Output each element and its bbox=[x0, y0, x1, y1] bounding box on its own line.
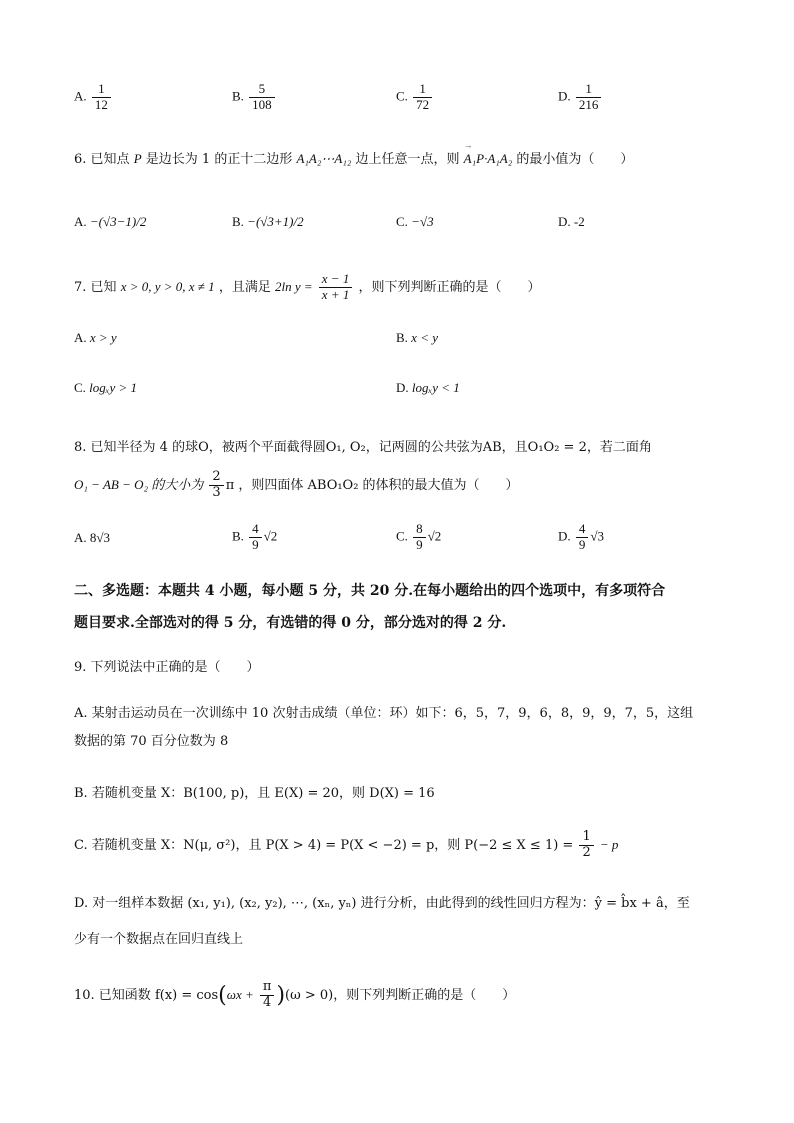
q7-text-1: 7. 已知 bbox=[74, 279, 117, 295]
q8-dihedral: O₁ − AB − O₂ 的大小为 bbox=[74, 476, 204, 492]
q6-stem bbox=[74, 148, 633, 167]
numerator: 4 bbox=[576, 522, 589, 538]
option-value: x < y bbox=[411, 330, 438, 345]
denominator: 216 bbox=[578, 96, 599, 112]
q7-text-3: ，则下列判断正确的是（ ） bbox=[358, 279, 541, 295]
radical: √2 bbox=[263, 528, 278, 544]
q8-option-d[interactable] bbox=[558, 522, 604, 553]
q9-option-c[interactable] bbox=[74, 830, 618, 861]
denominator: 9 bbox=[578, 536, 586, 552]
option-value: −(√3−1)/2 bbox=[89, 214, 147, 229]
option-label: C. bbox=[396, 214, 408, 229]
denominator: 2 bbox=[582, 844, 591, 860]
option-label: D. bbox=[558, 88, 571, 104]
q10-text-2: (ω > 0)，则下列判断正确的是（ ） bbox=[285, 987, 516, 1003]
option-label: D. bbox=[396, 380, 409, 395]
q6-text-3: 边上任意一点，则 bbox=[355, 152, 460, 167]
option-value: 8√3 bbox=[89, 530, 111, 545]
q9-stem: 9. 下列说法中正确的是（ ） bbox=[74, 660, 260, 675]
option-value: logₓy < 1 bbox=[411, 380, 460, 395]
q8-stem-line1: 8. 已知半径为 4 的球O，被两个平面截得圆O₁, O₂，记两圆的公共弦为AB，且O₁O₂ = 2，若二面角 bbox=[74, 440, 652, 455]
denominator: x + 1 bbox=[321, 286, 350, 302]
option-label: C. bbox=[74, 380, 86, 395]
q8-option-b[interactable] bbox=[232, 522, 277, 553]
denominator: 9 bbox=[252, 536, 259, 552]
q6-vector-product: → A₁P·A₁A₂ bbox=[464, 151, 513, 167]
numerator: 4 bbox=[249, 522, 262, 538]
q7-text-2: ，且满足 bbox=[218, 279, 271, 295]
pi-symbol: π bbox=[225, 477, 235, 493]
q7-condition: x > 0, y > 0, x ≠ 1 bbox=[120, 278, 215, 294]
radical: √2 bbox=[427, 528, 442, 544]
q5-option-b[interactable] bbox=[232, 82, 277, 113]
numerator: 1 bbox=[579, 830, 593, 846]
section-heading-line2: 题目要求.全部选对的得 5 分，有选错的得 0 分，部分选对的得 2 分. bbox=[74, 615, 507, 631]
denominator: 72 bbox=[416, 96, 430, 112]
option-value: −(√3+1)/2 bbox=[247, 214, 304, 229]
denominator: 3 bbox=[212, 484, 221, 500]
q10-text-1: 10. 已知函数 f(x) = cos bbox=[74, 987, 219, 1003]
q8-text-2: ，则四面体 ABO₁O₂ 的体积的最大值为（ ） bbox=[238, 477, 519, 493]
paren-open: ( bbox=[218, 982, 227, 1008]
q5-option-a[interactable] bbox=[74, 82, 113, 113]
q9-option-d-line1[interactable]: D. 对一组样本数据 (x₁, y₁), (x₂, y₂), ⋯, (xₙ, yₙ) 进行分析，由此得到的线性回归方程为：ŷ = b̂x + â，至 bbox=[74, 896, 690, 911]
q10-stem bbox=[74, 980, 515, 1011]
q7-equation-lhs: 2ln y = bbox=[274, 278, 313, 294]
q9-option-c-tail: − p bbox=[599, 836, 619, 852]
option-label: B. bbox=[396, 330, 408, 345]
option-label: C. bbox=[396, 528, 408, 544]
option-value: −√3 bbox=[411, 214, 434, 229]
q9-option-d-line2: 少有一个数据点在回归直线上 bbox=[74, 932, 244, 947]
q6-text-4: 的最小值为（ ） bbox=[516, 152, 634, 167]
option-value: -2 bbox=[573, 214, 585, 229]
q6-option-d[interactable] bbox=[558, 214, 585, 230]
q7-option-c[interactable] bbox=[74, 380, 137, 396]
q6-polygon: A₁A₂⋯A₁₂ bbox=[296, 151, 352, 166]
q6-text-2: 是边长为 1 的正十二边形 bbox=[145, 152, 293, 167]
q6-text-1: 6. 已知点 bbox=[74, 152, 130, 167]
numerator: 5 bbox=[249, 82, 275, 98]
q6-option-b[interactable] bbox=[232, 214, 304, 230]
numerator: 1 bbox=[413, 82, 432, 98]
q7-stem bbox=[74, 272, 540, 303]
option-label: A. bbox=[74, 530, 87, 545]
option-label: C. bbox=[396, 88, 408, 104]
q7-option-b[interactable] bbox=[396, 330, 438, 346]
numerator: π bbox=[260, 980, 275, 996]
option-label: D. bbox=[558, 528, 571, 544]
section-heading-line1: 二、多选题：本题共 4 小题，每小题 5 分，共 20 分.在每小题给出的四个选项中，有多项符合 bbox=[74, 583, 666, 599]
numerator: 2 bbox=[209, 470, 223, 486]
q6-option-a[interactable] bbox=[74, 214, 146, 230]
radical: √3 bbox=[590, 528, 605, 544]
q6-option-c[interactable] bbox=[396, 214, 434, 230]
option-label: A. bbox=[74, 88, 87, 104]
denominator: 9 bbox=[416, 536, 423, 552]
option-label: B. bbox=[232, 528, 244, 544]
numerator: 8 bbox=[413, 522, 426, 538]
q8-stem-line2 bbox=[74, 470, 519, 501]
q8-option-c[interactable] bbox=[396, 522, 441, 553]
option-label: B. bbox=[232, 214, 244, 229]
q9-option-b[interactable]: B. 若随机变量 X：B(100, p)，且 E(X) = 20，则 D(X) = 16 bbox=[74, 786, 435, 801]
option-label: A. bbox=[74, 214, 87, 229]
q10-argument: ωx + bbox=[226, 986, 254, 1002]
q7-option-d[interactable] bbox=[396, 380, 460, 396]
q9-option-a-line2: 数据的第 70 百分位数为 8 bbox=[74, 734, 229, 749]
q6-point: P bbox=[133, 151, 142, 166]
denominator: 12 bbox=[94, 96, 108, 112]
q9-option-a-line1[interactable]: A. 某射击运动员在一次训练中 10 次射击成绩（单位：环）如下：6，5，7，9，6，8，9，9，7，5，这组 bbox=[74, 706, 694, 721]
q9-option-c-text: C. 若随机变量 X：N(μ, σ²)，且 P(X > 4) = P(X < −2) = p，则 P(−2 ≤ X ≤ 1) = bbox=[74, 837, 574, 853]
numerator: 1 bbox=[92, 82, 111, 98]
denominator: 108 bbox=[252, 96, 272, 112]
numerator: x − 1 bbox=[319, 272, 353, 288]
option-label: D. bbox=[558, 214, 571, 229]
option-label: B. bbox=[232, 88, 244, 104]
numerator: 1 bbox=[576, 82, 602, 98]
q5-option-c[interactable] bbox=[396, 82, 434, 113]
q7-option-a[interactable] bbox=[74, 330, 117, 346]
paren-close: ) bbox=[276, 982, 286, 1008]
option-value: logₓy > 1 bbox=[89, 380, 138, 395]
q5-option-d[interactable] bbox=[558, 82, 603, 113]
denominator: 4 bbox=[263, 994, 272, 1010]
q8-option-a[interactable] bbox=[74, 530, 110, 546]
option-label: A. bbox=[74, 330, 87, 345]
option-value: x > y bbox=[89, 330, 117, 345]
